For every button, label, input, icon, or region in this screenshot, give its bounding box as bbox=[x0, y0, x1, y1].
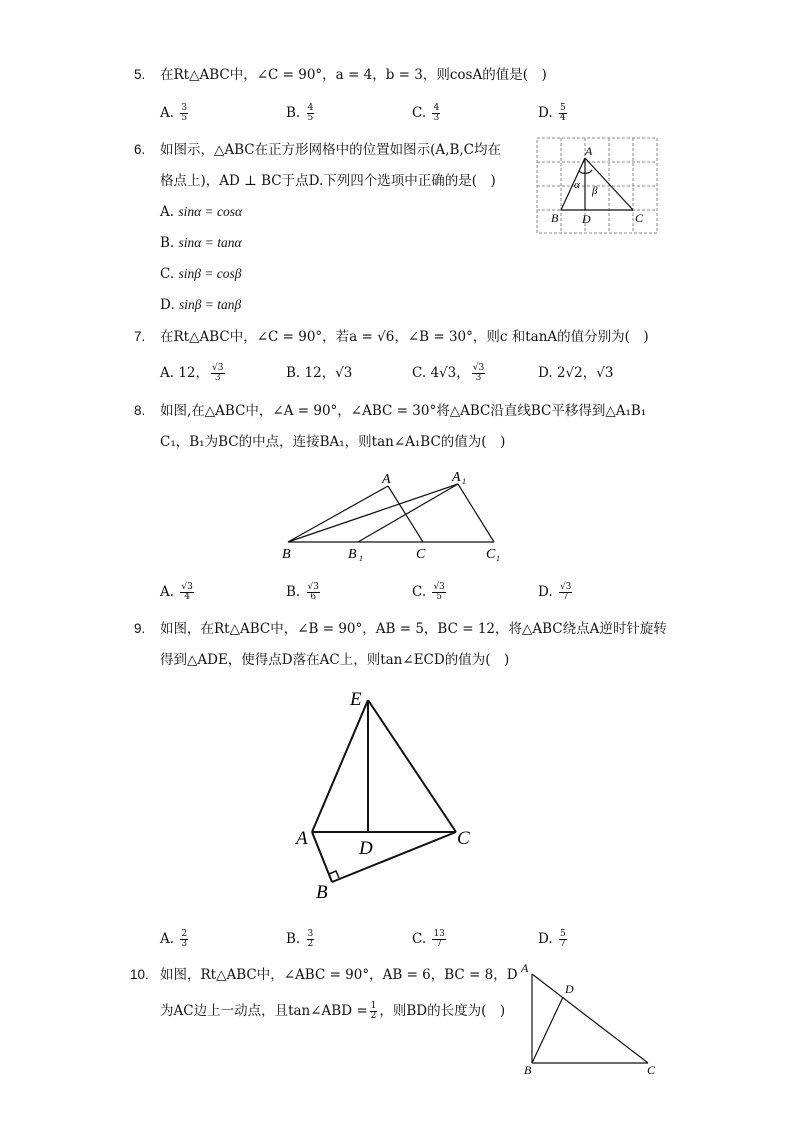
q8-translation-figure bbox=[276, 466, 512, 566]
label-d: D bbox=[359, 838, 373, 859]
label-alpha: α bbox=[574, 179, 580, 191]
q8-option-c[interactable]: C. $\frac{√3}{5}$ bbox=[412, 582, 445, 602]
label-d: D bbox=[582, 212, 591, 226]
q9-option-b[interactable]: B. $\frac{3}{2}$ bbox=[286, 929, 314, 949]
label-c: C bbox=[635, 211, 644, 225]
q5-option-d[interactable]: D. $\frac{5}{4}$ bbox=[538, 103, 566, 123]
label-d: D bbox=[565, 982, 574, 996]
q9-rotation-figure bbox=[292, 684, 482, 904]
label-b: B bbox=[282, 547, 291, 562]
label-b1: B bbox=[348, 547, 357, 562]
q9-stem-line2: 得到△ADE，使得点D落在AC上，则tan∠ECD的值为( ) bbox=[160, 652, 510, 668]
q8-option-b[interactable]: B. $\frac{√3}{6}$ bbox=[286, 582, 319, 602]
q5-number: 5. bbox=[134, 67, 146, 82]
label-c: C bbox=[457, 828, 470, 849]
q6-option-a[interactable]: A. sinα = cosα bbox=[160, 204, 243, 220]
q7-number: 7. bbox=[134, 329, 146, 344]
label-a: A bbox=[296, 828, 308, 849]
label-b: B bbox=[316, 882, 328, 903]
svg-text:1: 1 bbox=[462, 477, 466, 486]
label-a: A bbox=[521, 961, 529, 975]
fraction: $\frac{1}{2}$ bbox=[370, 1001, 377, 1021]
label-a1: A bbox=[452, 470, 461, 485]
q7-option-d[interactable]: D. 2√2，√3 bbox=[538, 365, 614, 381]
q8-stem-line2: C₁，B₁为BC的中点，连接BA₁，则tan∠A₁BC的值为( ) bbox=[160, 434, 506, 450]
q5-stem: 在Rt△ABC中，∠C = 90°，a = 4，b = 3，则cosA的值是( ) bbox=[160, 67, 547, 83]
q6-option-d[interactable]: D. sinβ = tanβ bbox=[160, 297, 242, 313]
q8-stem-line1: 如图,在△ABC中，∠A = 90°，∠ABC = 30°将△ABC沿直线BC平移得到△A₁B₁ bbox=[160, 403, 647, 419]
q6-option-b[interactable]: B. sinα = tanα bbox=[160, 235, 242, 251]
q7-stem: 在Rt△ABC中，∠C = 90°，若a = √6，∠B = 30°，则c 和tanA的值分别为( ) bbox=[160, 329, 649, 345]
fraction: $\frac{5}{4}$ bbox=[559, 103, 566, 123]
label-a: A bbox=[585, 144, 593, 158]
q10-number: 10. bbox=[130, 967, 149, 982]
q9-option-d[interactable]: D. $\frac{5}{7}$ bbox=[538, 929, 566, 949]
q6-option-c[interactable]: C. sinβ = cosβ bbox=[160, 266, 242, 282]
svg-text:1: 1 bbox=[496, 554, 500, 563]
q10-figure bbox=[516, 960, 666, 1080]
q6-stem-line1: 如图示，△ABC在正方形网格中的位置如图示(A,B,C均在 bbox=[160, 142, 501, 158]
q7-option-a[interactable]: A. 12， $\frac{√3}{3}$ bbox=[160, 363, 224, 383]
label-b: B bbox=[551, 211, 559, 225]
q8-option-a[interactable]: A. $\frac{√3}{4}$ bbox=[160, 582, 193, 602]
q6-number: 6. bbox=[134, 142, 146, 157]
q5-option-b[interactable]: B. $\frac{4}{5}$ bbox=[286, 103, 314, 123]
label-c: C bbox=[647, 1063, 656, 1077]
label-b: B bbox=[524, 1063, 532, 1077]
q9-stem-line1: 如图，在Rt△ABC中，∠B = 90°，AB = 5，BC = 12，将△ABC绕点A逆时针旋转 bbox=[160, 621, 667, 637]
label-c: C bbox=[416, 547, 426, 562]
q9-option-c[interactable]: C. $\frac{13}{7}$ bbox=[412, 929, 445, 949]
q5-option-c[interactable]: C. $\frac{4}{3}$ bbox=[412, 103, 440, 123]
q8-number: 8. bbox=[134, 403, 146, 418]
label-c1: C bbox=[486, 547, 496, 562]
fraction: $\frac{3}{5}$ bbox=[181, 103, 188, 123]
label-a: A bbox=[382, 472, 391, 487]
fraction: $\frac{4}{5}$ bbox=[307, 103, 314, 123]
label-e: E bbox=[350, 689, 362, 710]
q10-stem-line1: 如图，Rt△ABC中，∠ABC = 90°，AB = 6，BC = 8，D bbox=[160, 967, 518, 983]
q9-number: 9. bbox=[134, 621, 146, 636]
fraction: $\frac{4}{3}$ bbox=[433, 103, 440, 123]
svg-text:1: 1 bbox=[359, 554, 363, 563]
q8-option-d[interactable]: D. $\frac{√3}{7}$ bbox=[538, 582, 572, 602]
label-beta: β bbox=[592, 185, 598, 197]
q5-option-a[interactable]: A. $\frac{3}{5}$ bbox=[160, 103, 188, 123]
q7-option-b[interactable]: B. 12，√3 bbox=[286, 365, 353, 381]
q9-option-a[interactable]: A. $\frac{2}{3}$ bbox=[160, 929, 188, 949]
q6-stem-line2: 格点上)，AD ⊥ BC于点D.下列四个选项中正确的是( ) bbox=[160, 173, 496, 189]
q10-stem-line2: 为AC边上一动点，且tan∠ABD = $\frac{1}{2}$ ，则BD的长度为( ) bbox=[160, 1001, 506, 1021]
q6-grid-figure bbox=[535, 136, 659, 236]
q7-option-c[interactable]: C. 4√3， $\frac{√3}{3}$ bbox=[412, 363, 485, 383]
